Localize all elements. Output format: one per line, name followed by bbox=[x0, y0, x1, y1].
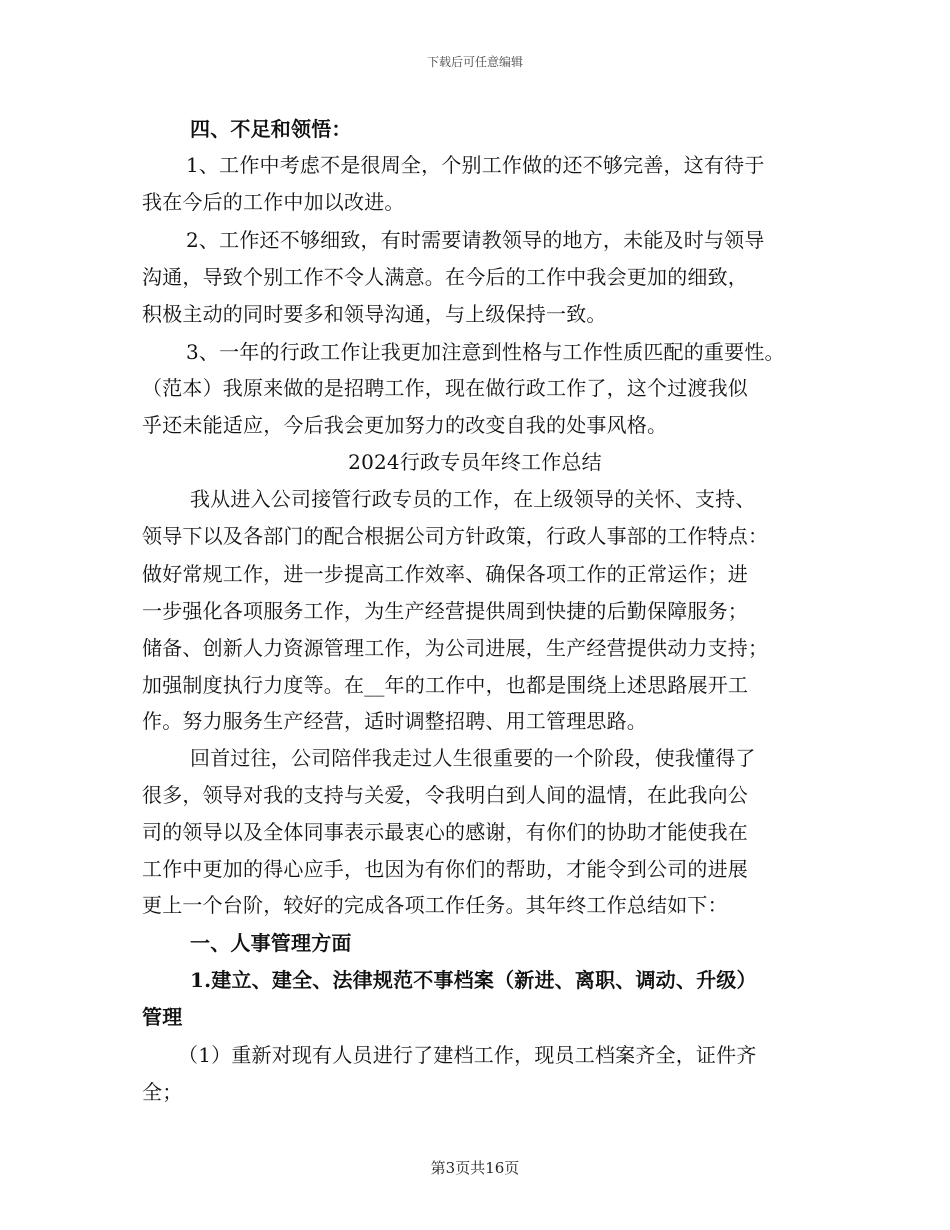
page-number: 第3页共16页 bbox=[430, 1159, 520, 1177]
paragraph-line: 工作中更加的得心应手，也因为有你们的帮助，才能令到公司的进展 bbox=[142, 857, 748, 881]
paragraph-line: 一步强化各项服务工作，为生产经营提供周到快捷的后勤保障服务； bbox=[142, 599, 748, 623]
paragraph-line: 回首过往，公司陪伴我走过人生很重要的一个阶段，使我懂得了 bbox=[190, 746, 756, 770]
paragraph-line: （范本）我原来做的是招聘工作，现在做行政工作了，这个过渡我似 bbox=[142, 376, 748, 400]
subsection-heading-continued: 管理 bbox=[142, 1005, 183, 1029]
paragraph-line: 更上一个台阶，较好的完成各项工作任务。其年终工作总结如下： bbox=[142, 893, 728, 917]
paragraph-line: 作。努力服务生产经营，适时调整招聘、用工管理思路。 bbox=[142, 709, 647, 733]
article-title: 2024行政专员年终工作总结 bbox=[348, 450, 602, 474]
section-heading-shortcomings: 四、不足和领悟： bbox=[190, 117, 352, 141]
subsection-heading: 1.建立、建全、法律规范不事档案（新进、离职、调动、升级） bbox=[190, 968, 757, 992]
paragraph-line: 沟通，导致个别工作不令人满意。在今后的工作中我会更加的细致， bbox=[142, 265, 748, 289]
paragraph-line: 我在今后的工作中加以改进。 bbox=[142, 190, 405, 214]
paragraph-line: 司的领导以及全体同事表示最衷心的感谢，有你们的协助才能使我在 bbox=[142, 820, 748, 844]
paragraph-line: 加强制度执行力度等。在__年的工作中，也都是围绕上述思路展开工 bbox=[142, 673, 749, 697]
paragraph-line: 乎还未能适应，今后我会更加努力的改变自我的处事风格。 bbox=[142, 413, 668, 437]
list-item-line: 全； bbox=[142, 1080, 183, 1104]
paragraph-line: 2、工作还不够细致，有时需要请教领导的地方，未能及时与领导 bbox=[186, 228, 765, 252]
paragraph-line: 3、一年的行政工作让我更加注意到性格与工作性质匹配的重要性。 bbox=[186, 340, 785, 364]
paragraph-line: 积极主动的同时要多和领导沟通，与上级保持一致。 bbox=[142, 302, 607, 326]
paragraph-line: 我从进入公司接管行政专员的工作，在上级领导的关怀、支持、 bbox=[190, 487, 756, 511]
paragraph-line: 储备、创新人力资源管理工作，为公司进展，生产经营提供动力支持； bbox=[142, 636, 769, 660]
paragraph-line: 1、工作中考虑不是很周全，个别工作做的还不够完善，这有待于 bbox=[186, 153, 765, 177]
section-heading-personnel: 一、人事管理方面 bbox=[190, 931, 352, 955]
paragraph-line: 很多，领导对我的支持与关爱，令我明白到人间的温情，在此我向公 bbox=[142, 783, 748, 807]
paragraph-line: 领导下以及各部门的配合根据公司方针政策，行政人事部的工作特点： bbox=[142, 524, 769, 548]
list-item-line: （1）重新对现有人员进行了建档工作，现员工档案齐全，证件齐 bbox=[178, 1043, 757, 1067]
page-header: 下载后可任意编辑 bbox=[426, 55, 523, 69]
paragraph-line: 做好常规工作，进一步提高工作效率、确保各项工作的正常运作；进 bbox=[142, 562, 748, 586]
